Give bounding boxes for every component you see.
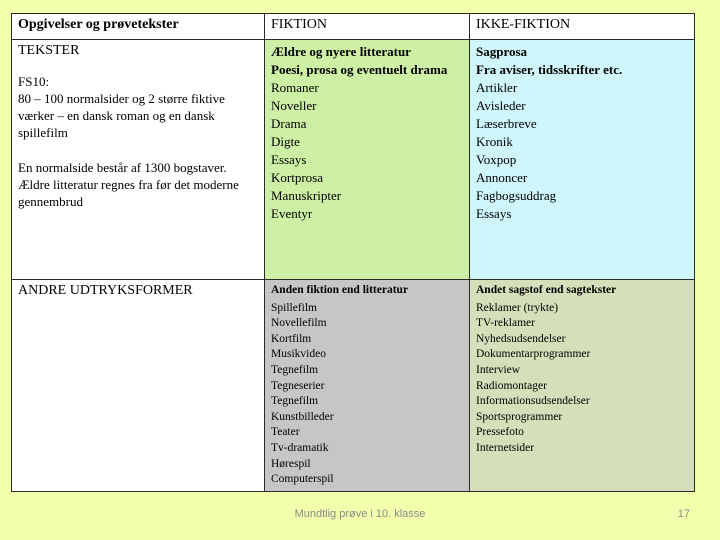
list-item: Digte — [271, 134, 300, 149]
list-item: Artikler — [476, 80, 518, 95]
list-item: Radiomontager — [476, 379, 547, 392]
list-item: Tegnefilm — [271, 395, 319, 408]
list-item: TV-reklamer — [476, 317, 535, 330]
list-item: Kortprosa — [271, 170, 323, 185]
list-item: Voxpop — [476, 152, 517, 167]
exam-table — [11, 13, 695, 492]
list-item: Tegneserier — [271, 379, 325, 392]
fiktion-andre-heading: Anden fiktion end litteratur — [271, 284, 409, 296]
list-item: Tv-dramatik — [271, 441, 329, 454]
ikke-fiktion-andre-cell — [470, 280, 695, 492]
list-item: Internetsider — [476, 441, 535, 454]
header-fiktion: FIKTION — [265, 14, 470, 40]
tekster-cell — [12, 40, 265, 280]
list-item: Dokumentarprogrammer — [476, 348, 591, 361]
list-item: Musikvideo — [271, 348, 326, 361]
list-item: Hørespil — [271, 457, 311, 470]
list-item: Informationsudsendelser — [476, 395, 590, 408]
list-item: Spillefilm — [271, 301, 317, 314]
list-item: Essays — [271, 152, 307, 167]
list-item: Essays — [476, 206, 512, 221]
list-item: Pressefoto — [476, 426, 524, 439]
list-item: Nyhedsudsendelser — [476, 332, 566, 345]
ikke-heading-2: Fra aviser, tidsskrifter etc. — [476, 62, 623, 77]
list-item: Manuskripter — [271, 188, 342, 203]
footer-title: Mundtlig prøve i 10. klasse — [294, 508, 426, 520]
list-item: Romaner — [271, 80, 319, 95]
fs10-text: FS10: 80 – 100 normalsider og 2 større fiktive værker – en dansk roman og en dansk spillefilm — [18, 74, 225, 140]
list-item: Computerspil — [271, 473, 334, 486]
tekster-label: TEKSTER — [18, 43, 80, 58]
header-ikke-fiktion: IKKE-FIKTION — [470, 14, 695, 40]
andre-label: ANDRE UDTRYKSFORMER — [18, 283, 193, 298]
fiktion-tekster-cell — [265, 40, 470, 280]
ikke-andre-heading: Andet sagstof end sagtekster — [476, 284, 617, 296]
list-item: Annoncer — [476, 170, 528, 185]
fiktion-heading-1: Ældre og nyere litteratur — [271, 44, 411, 59]
list-item: Novellefilm — [271, 317, 327, 330]
andre-cell — [12, 280, 265, 492]
list-item: Tegnefilm — [271, 363, 319, 376]
header-row — [12, 14, 695, 40]
list-item: Læserbreve — [476, 116, 537, 131]
fiktion-heading-2: Poesi, prosa og eventuelt drama — [271, 62, 448, 77]
fiktion-andre-cell — [265, 280, 470, 492]
list-item: Sportsprogrammer — [476, 410, 563, 423]
tekster-row — [12, 40, 695, 280]
ikke-heading-1: Sagprosa — [476, 44, 528, 59]
list-item: Fagbogsuddrag — [476, 188, 557, 203]
page-number: 17 — [677, 508, 690, 520]
list-item: Kronik — [476, 134, 513, 149]
list-item: Noveller — [271, 98, 317, 113]
list-item: Drama — [271, 116, 307, 131]
list-item: Eventyr — [271, 206, 313, 221]
ikke-fiktion-tekster-cell — [470, 40, 695, 280]
list-item: Kortfilm — [271, 332, 312, 345]
list-item: Kunstbilleder — [271, 410, 334, 423]
list-item: Reklamer (trykte) — [476, 301, 559, 314]
list-item: Interview — [476, 363, 521, 376]
andre-row — [12, 280, 695, 492]
list-item: Teater — [271, 426, 300, 439]
header-opgivelser: Opgivelser og prøvetekster — [12, 14, 265, 40]
normalside-text: En normalside består af 1300 bogstaver. Ældre litteratur regnes fra før det moderne gennembrud — [18, 160, 239, 209]
list-item: Avisleder — [476, 98, 526, 113]
